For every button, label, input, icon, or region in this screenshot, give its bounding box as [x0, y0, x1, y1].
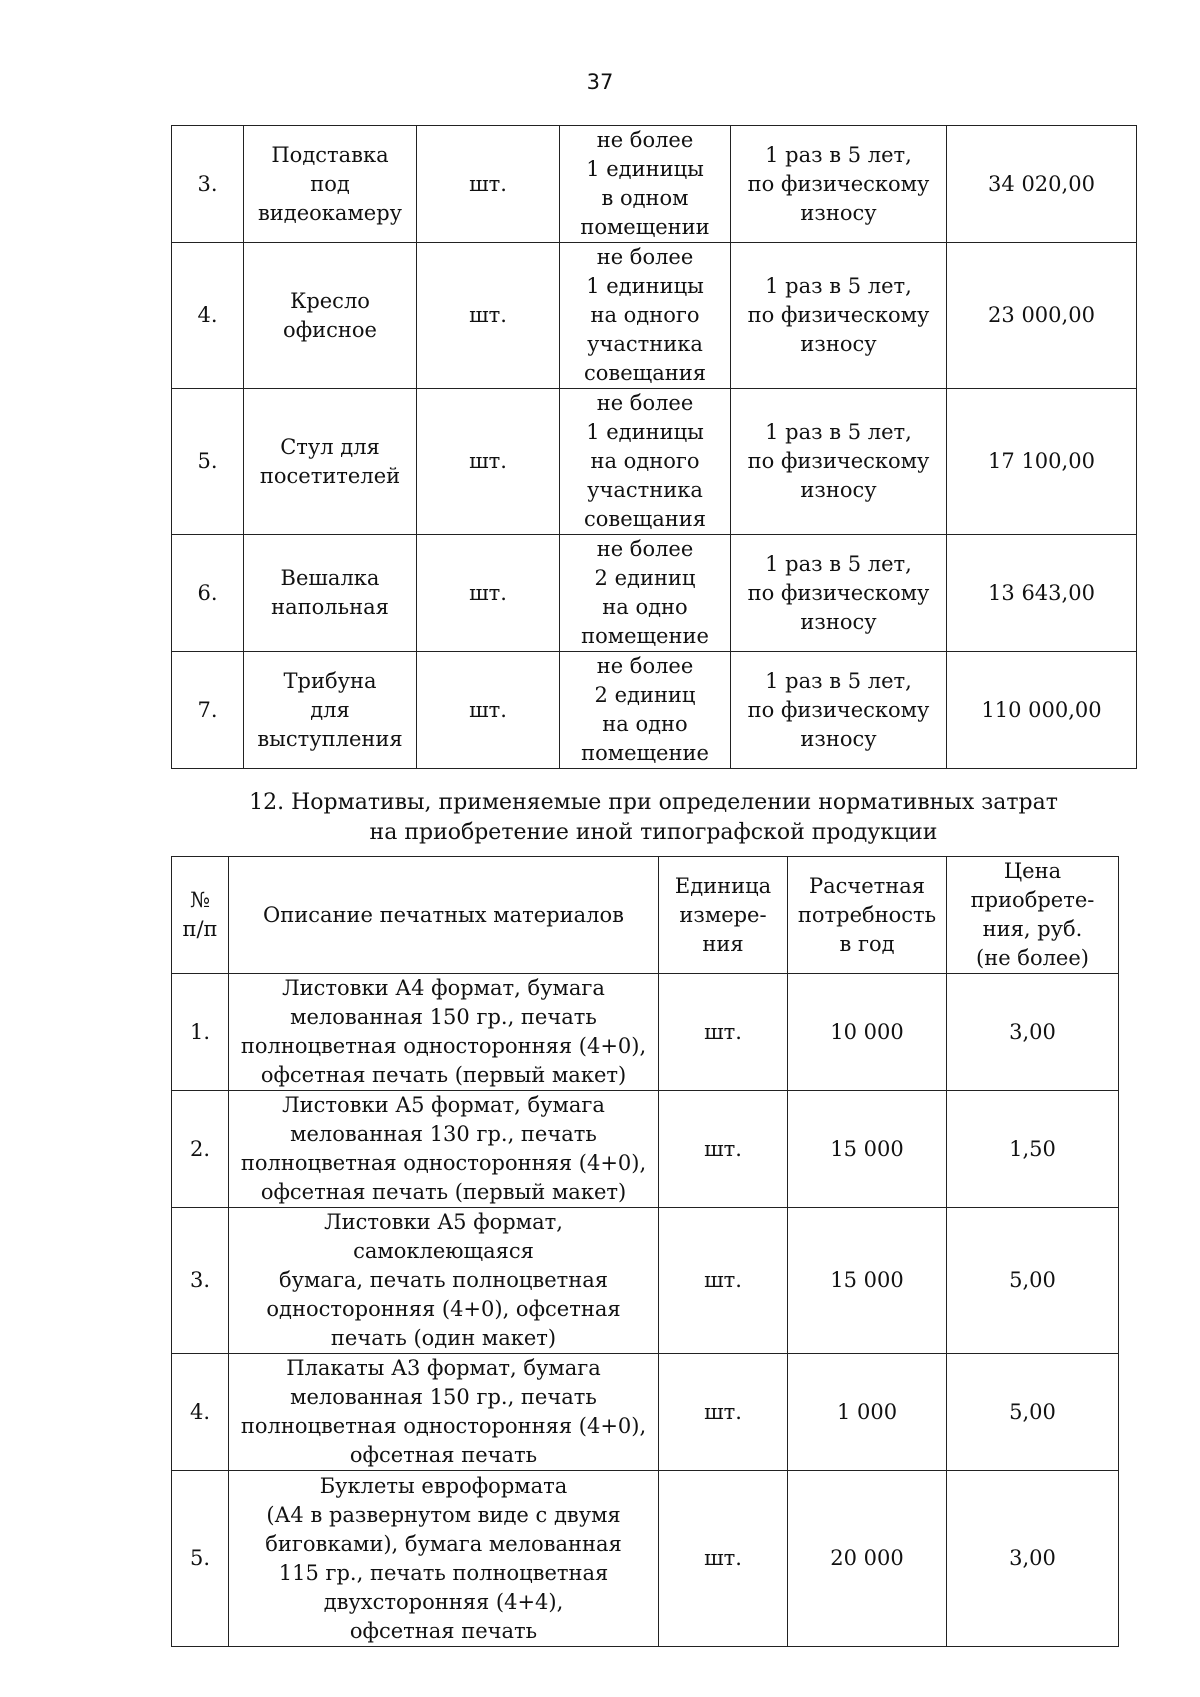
row-number: 4.: [172, 1354, 229, 1471]
header-unit: Единица измере- ния: [659, 857, 788, 974]
price-cell: 23 000,00: [947, 243, 1137, 389]
annual-need-cell: 15 000: [788, 1208, 947, 1354]
price-cell: 13 643,00: [947, 535, 1137, 652]
row-number: 1.: [172, 974, 229, 1091]
table-row: [172, 535, 1137, 652]
material-description: Буклеты евроформата (А4 в развернутом виде с двумя биговками), бумага мелованная 115 гр., печать полноцветная двухсторонняя (4+4), офсетная печать: [229, 1471, 659, 1647]
price-cell: 34 020,00: [947, 126, 1137, 243]
table-row: [172, 652, 1137, 769]
row-number: 2.: [172, 1091, 229, 1208]
section-title: 12. Нормативы, применяемые при определении нормативных затрат на приобретение иной типографской продукции: [249, 790, 1058, 845]
quantity-norm: не более 2 единиц на одно помещение: [560, 652, 731, 769]
header-description: Описание печатных материалов: [229, 857, 659, 974]
price-cell: 3,00: [947, 974, 1119, 1091]
unit-cell: шт.: [659, 1208, 788, 1354]
annual-need-cell: 1 000: [788, 1354, 947, 1471]
header-annual-need: Расчетная потребность в год: [788, 857, 947, 974]
replacement-term: 1 раз в 5 лет, по физическому износу: [731, 652, 947, 769]
item-name: Стул для посетителей: [244, 389, 417, 535]
annual-need-cell: 15 000: [788, 1091, 947, 1208]
unit-cell: шт.: [417, 126, 560, 243]
unit-cell: шт.: [659, 974, 788, 1091]
furniture-norms-table: [171, 125, 1137, 769]
quantity-norm: не более 1 единицы на одного участника совещания: [560, 243, 731, 389]
header-number: № п/п: [172, 857, 229, 974]
table-row: [172, 243, 1137, 389]
replacement-term: 1 раз в 5 лет, по физическому износу: [731, 389, 947, 535]
row-number: 3.: [172, 126, 244, 243]
row-number: 5.: [172, 389, 244, 535]
row-number: 5.: [172, 1471, 229, 1647]
item-name: Подставка под видеокамеру: [244, 126, 417, 243]
unit-cell: шт.: [417, 389, 560, 535]
table-header-row: [172, 857, 1119, 974]
header-price: Цена приобрете- ния, руб. (не более): [947, 857, 1119, 974]
price-cell: 5,00: [947, 1354, 1119, 1471]
table-row: [172, 974, 1119, 1091]
page-number: 37: [586, 70, 614, 94]
quantity-norm: не более 1 единицы в одном помещении: [560, 126, 731, 243]
row-number: 6.: [172, 535, 244, 652]
table-row: [172, 1354, 1119, 1471]
table-row: [172, 1208, 1119, 1354]
item-name: Кресло офисное: [244, 243, 417, 389]
row-number: 3.: [172, 1208, 229, 1354]
price-cell: 5,00: [947, 1208, 1119, 1354]
printing-norms-table: [171, 856, 1119, 1647]
material-description: Плакаты А3 формат, бумага мелованная 150 гр., печать полноцветная односторонняя (4+0), офсетная печать: [229, 1354, 659, 1471]
unit-cell: шт.: [659, 1471, 788, 1647]
table-row: [172, 126, 1137, 243]
unit-cell: шт.: [417, 243, 560, 389]
table-row: [172, 1471, 1119, 1647]
annual-need-cell: 10 000: [788, 974, 947, 1091]
table-row: [172, 389, 1137, 535]
unit-cell: шт.: [417, 652, 560, 769]
annual-need-cell: 20 000: [788, 1471, 947, 1647]
unit-cell: шт.: [417, 535, 560, 652]
quantity-norm: не более 1 единицы на одного участника совещания: [560, 389, 731, 535]
replacement-term: 1 раз в 5 лет, по физическому износу: [731, 243, 947, 389]
unit-cell: шт.: [659, 1354, 788, 1471]
price-cell: 1,50: [947, 1091, 1119, 1208]
row-number: 4.: [172, 243, 244, 389]
table-row: [172, 1091, 1119, 1208]
material-description: Листовки А4 формат, бумага мелованная 150 гр., печать полноцветная односторонняя (4+0), офсетная печать (первый макет): [229, 974, 659, 1091]
price-cell: 17 100,00: [947, 389, 1137, 535]
row-number: 7.: [172, 652, 244, 769]
price-cell: 110 000,00: [947, 652, 1137, 769]
quantity-norm: не более 2 единиц на одно помещение: [560, 535, 731, 652]
material-description: Листовки А5 формат, самоклеющаяся бумага, печать полноцветная односторонняя (4+0), офсетная печать (один макет): [229, 1208, 659, 1354]
material-description: Листовки А5 формат, бумага мелованная 130 гр., печать полноцветная односторонняя (4+0), офсетная печать (первый макет): [229, 1091, 659, 1208]
item-name: Трибуна для выступления: [244, 652, 417, 769]
price-cell: 3,00: [947, 1471, 1119, 1647]
unit-cell: шт.: [659, 1091, 788, 1208]
replacement-term: 1 раз в 5 лет, по физическому износу: [731, 126, 947, 243]
item-name: Вешалка напольная: [244, 535, 417, 652]
replacement-term: 1 раз в 5 лет, по физическому износу: [731, 535, 947, 652]
